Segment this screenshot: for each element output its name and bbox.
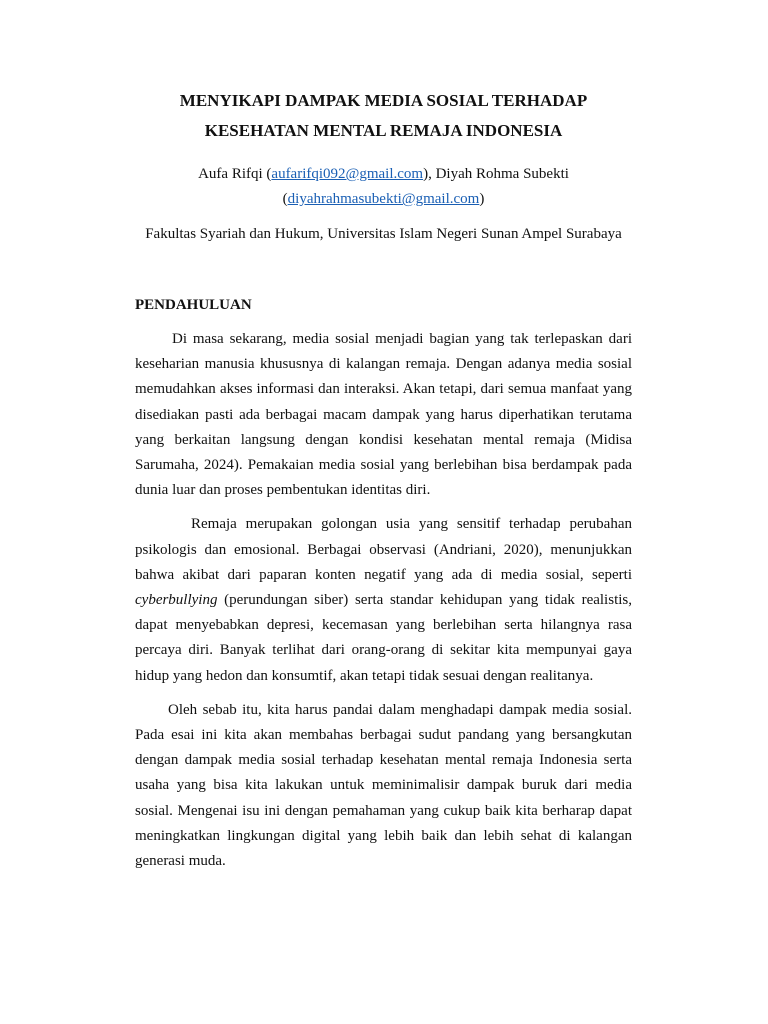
document-title [125,86,642,146]
author-1-name: Aufa Rifqi [198,166,263,182]
paragraph-2-italic-term: cyberbullying [135,592,218,609]
title-line-2: KESEHATAN MENTAL REMAJA INDONESIA [204,121,563,140]
author-1-email-link[interactable]: aufarifqi092@gmail.com [271,166,424,182]
title-line-1: MENYIKAPI DAMPAK MEDIA SOSIAL TERHADAP [179,91,588,110]
author-block: Aufa Rifqi (aufarifqi092@gmail.com), Diyah Rohma Subekti (diyahrahmasubekti@gmail.com) [198,166,569,207]
paragraph-2-text-end: (perundungan siber) serta standar kehidupan yang tidak realistis, dapat menyebabkan depresi, kecemasan yang berlebihan serta hilangnya rasa percaya diri. Banyak terlihat dari orang-orang di sekitar kita mempunyai gaya hidup yang hedon dan konsumtif, akan tetapi tidak sesuai dengan realitanya. [135,592,632,684]
author-2-email-link[interactable]: diyahrahmasubekti@gmail.com [287,191,480,207]
body-paragraph-2 [135,512,632,688]
affiliation: Fakultas Syariah dan Hukum, Universitas Islam Negeri Sunan Ampel Surabaya [145,226,622,242]
document-page [135,86,632,874]
author-2-name: Diyah Rohma Subekti [435,166,569,182]
paragraph-2-text-start: Remaja merupakan golongan usia yang sensitif terhadap perubahan psikologis dan emosional. Berbagai observasi (Andriani, 2020), menunjukkan bahwa akibat dari paparan konten negatif yang ada di media sosial, seperti [135,516,632,583]
body-paragraph-3: Oleh sebab itu, kita harus pandai dalam menghadapi dampak media sosial. Pada esai ini kita akan membahas berbagai sudut pandang yang bersangkutan dengan dampak media sosial terhadap kesehatan mental remaja Indonesia serta usaha yang bisa kita lakukan untuk meminimalisir dampak buruk dari media sosial. Mengenai isu ini dengan pemahaman yang cukup baik kita berharap dapat meningkatkan lingkungan digital yang lebih baik dan lebih sehat di kalangan generasi muda. [135,701,632,870]
body-paragraph-1: Di masa sekarang, media sosial menjadi bagian yang tak terlepaskan dari keseharian manusia khususnya di kalangan remaja. Dengan adanya media sosial memudahkan akses informasi dan interaksi. Akan tetapi, dari semua manfaat yang disediakan pasti ada berbagai macam dampak yang harus diperhatikan terutama yang berkaitan langsung dengan kondisi kesehatan mental remaja (Midisa Sarumaha, 2024). Pemakaian media sosial yang berlebihan bisa berdampak pada dunia luar dan proses pembentukan identitas diri. [135,331,632,499]
section-heading: PENDAHULUAN [135,297,252,313]
